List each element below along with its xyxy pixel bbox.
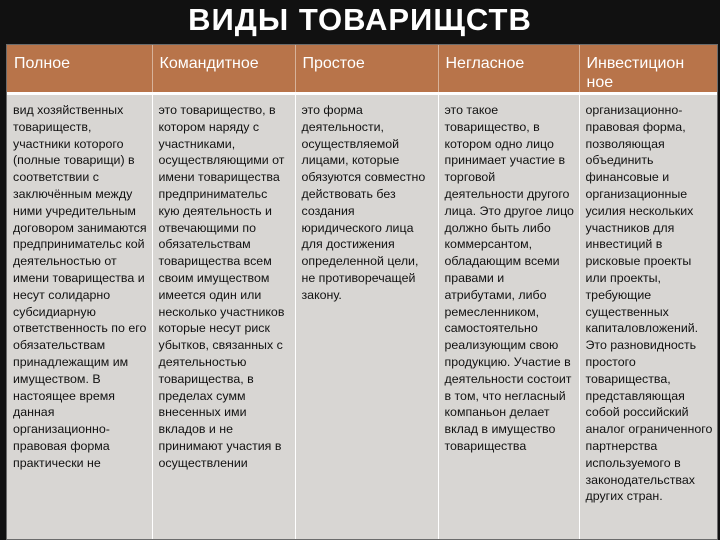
header-investment-partnership: Инвестицион ное — [579, 45, 718, 94]
table-header-row — [7, 45, 718, 94]
header-full-partnership: Полное — [7, 45, 152, 94]
cell-silent-partnership: это такое товарищество, в котором одно лицо принимает участие в торговой деятельности другого лица. Это другое лицо должно быть либо коммерсантом, обладающим всеми правами и атрибутами, либо ремесленником, самостоятельно реализующим свою продукцию. Участие в деятельности состоит в том, что негласный компаньон делает вклад в имущество товарищества — [438, 94, 579, 539]
cell-limited-partnership: это товарищество, в котором наряду с участниками, осуществляющими от имени товарищества предпринимательс кую деятельность и отвечающими по обязательствам товарищества всем своим имуществом имеется один или несколько участников которые несут риск убытков, связанных с деятельностью товарищества, в пределах сумм внесенных ими вкладов и не принимают участия в осуществлении — [152, 94, 295, 539]
slide-title: ВИДЫ ТОВАРИЩСТВ — [188, 2, 532, 37]
header-simple-partnership: Простое — [295, 45, 438, 94]
cell-investment-partnership: организационно-правовая форма, позволяющая объединить финансовые и организационные усилия нескольких участников для инвестиций в рисковые проекты или проекты, требующие существенных капиталовложений. Это разновидность простого товарищества, представляющая собой российский аналог ограниченного партнерства используемого в законодательствах других стран. — [579, 94, 718, 539]
cell-full-partnership: вид хозяйственных товариществ, участники которого (полные товарищи) в соответствии с заключённым между ними учредительным договором занимаются предпринимательс кой деятельностью от имени товарищества и несут солидарно субсидиарную ответственность по его обязательствам принадлежащим им имуществом. В настоящее время данная организационно-правовая форма практически не — [7, 94, 152, 539]
header-silent-partnership: Негласное — [438, 45, 579, 94]
partnership-types-table — [7, 45, 718, 539]
header-limited-partnership: Командитное — [152, 45, 295, 94]
cell-simple-partnership: это форма деятельности, осуществляемой лицами, которые обязуются совместно действовать без создания юридического лица для достижения определенной цели, не противоречащей закону. — [295, 94, 438, 539]
table-row — [7, 94, 718, 539]
